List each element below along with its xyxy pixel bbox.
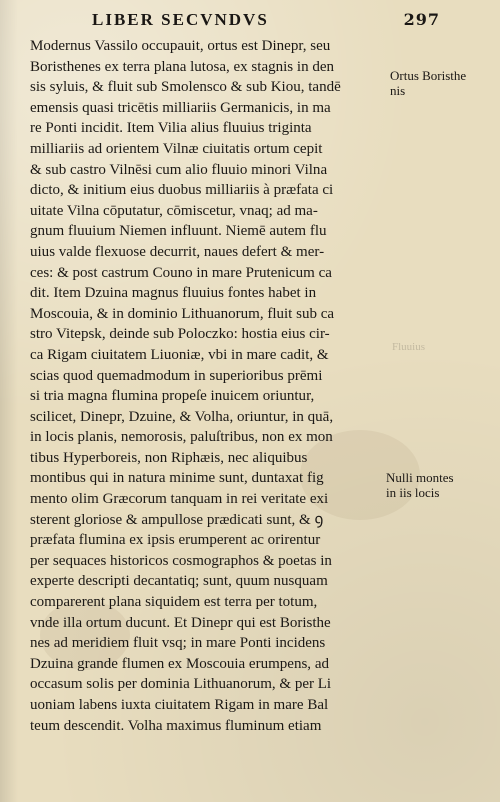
text-line: Modernus Vassilo occupauit, ortus est Dinepr, seu (30, 37, 331, 54)
text-line: montibus qui in natura minime sunt, duntaxat fig (30, 469, 324, 487)
text-line: scias quod quemadmodum in superioribus prēmi (30, 366, 323, 384)
text-line: teum descendit. Volha maximus fluminum etiam (30, 716, 322, 734)
page-number: 297 (403, 10, 440, 29)
text-line: scilicet, Dinepr, Dzuine, & Volha, oriuntur, in quā, (30, 407, 334, 425)
text-line: & sub castro Vilnēsi cum alio fluuio minori Vilna (30, 160, 328, 178)
text-line: uius valde flexuose decurrit, naues defert & mer- (30, 242, 325, 260)
margin-note-ortus-boristhenis (390, 68, 466, 98)
bleed-through-text: Fluuius (392, 341, 426, 353)
text-line: re Ponti incidit. Item Vilia alius fluuius triginta (30, 119, 312, 137)
text-line: dicto, & initium eius duobus milliariis à præfata ci (30, 181, 334, 199)
text-line: Moscouia, & in dominio Lithuanorum, fluit sub ca (30, 304, 335, 322)
text-line: comparerent plana siquidem est terra per totum, (30, 593, 318, 611)
margin-note-line: in iis locis (386, 485, 440, 500)
running-title: LIBER SECVNDVS (92, 10, 269, 29)
text-line: experte descripti decantatiq; sunt, quum nusquam (30, 572, 328, 590)
text-line: tibus Hyperboreis, non Riphæis, nec aliquibus (30, 448, 308, 466)
text-line: uoniam labens iuxta ciuitatem Rigam in mare Bal (30, 696, 329, 713)
text-line: si tria magna flumina propeſe inuicem oriuntur, (30, 387, 315, 405)
margin-note-line: nis (390, 83, 406, 98)
text-line: præfata flumina ex ipsis erumperent ac orirentur (30, 531, 321, 549)
text-line: Dzuina grande flumen ex Moscouia erumpens, ad (30, 654, 329, 672)
text-line: dit. Item Dzuina magnus fluuius fontes habet in (30, 284, 317, 302)
text-line: stro Vitepsk, deinde sub Poloczko: hostia eius cir- (30, 325, 330, 343)
text-line: gnum fluuium Niemen influunt. Niemē autem flu (30, 222, 327, 240)
margin-note-line: Nulli montes (386, 470, 454, 485)
text-line: ces: & post castrum Couno in mare Prutenicum ca (30, 263, 332, 281)
text-line: per sequaces historicos cosmographos & poetas in (30, 551, 332, 569)
text-line: ca Rigam ciuitatem Liuoniæ, vbi in mare cadit, & (30, 345, 329, 363)
text-line: emensis quasi tricētis milliariis Germanicis, in ma (30, 98, 331, 116)
text-line: uitate Vilna cōputatur, cōmiscetur, vnaq; ad ma- (30, 201, 318, 219)
text-line: in locis planis, nemorosis, paluſtribus, non ex mon (30, 428, 333, 446)
margin-note-nulli-montes (386, 470, 454, 500)
text-line: sterent gloriose & ampullose prædicati sunt, & ꝯ (30, 510, 324, 528)
text-line: sis syluis, & fluit sub Smolensco & sub Kiou, tandē (30, 78, 341, 96)
main-text-block (30, 36, 386, 736)
text-line: vnde illa ortum ducunt. Et Dinepr qui est Boristhe (30, 613, 331, 631)
text-line: Boristhenes ex terra plana lutosa, ex stagnis in den (30, 57, 335, 75)
margin-note-line: Ortus Boristhe (390, 68, 467, 83)
text-line: mento olim Græcorum tanquam in rei veritate exi (30, 490, 329, 508)
running-header (92, 10, 440, 32)
text-line: nes ad meridiem fluit vsq; in mare Ponti incidens (30, 634, 326, 652)
text-line: occasum solis per dominia Lithuanorum, & per Li (30, 675, 332, 693)
text-line: milliariis ad orientem Vilnæ ciuitatis ortum cepit (30, 139, 323, 157)
